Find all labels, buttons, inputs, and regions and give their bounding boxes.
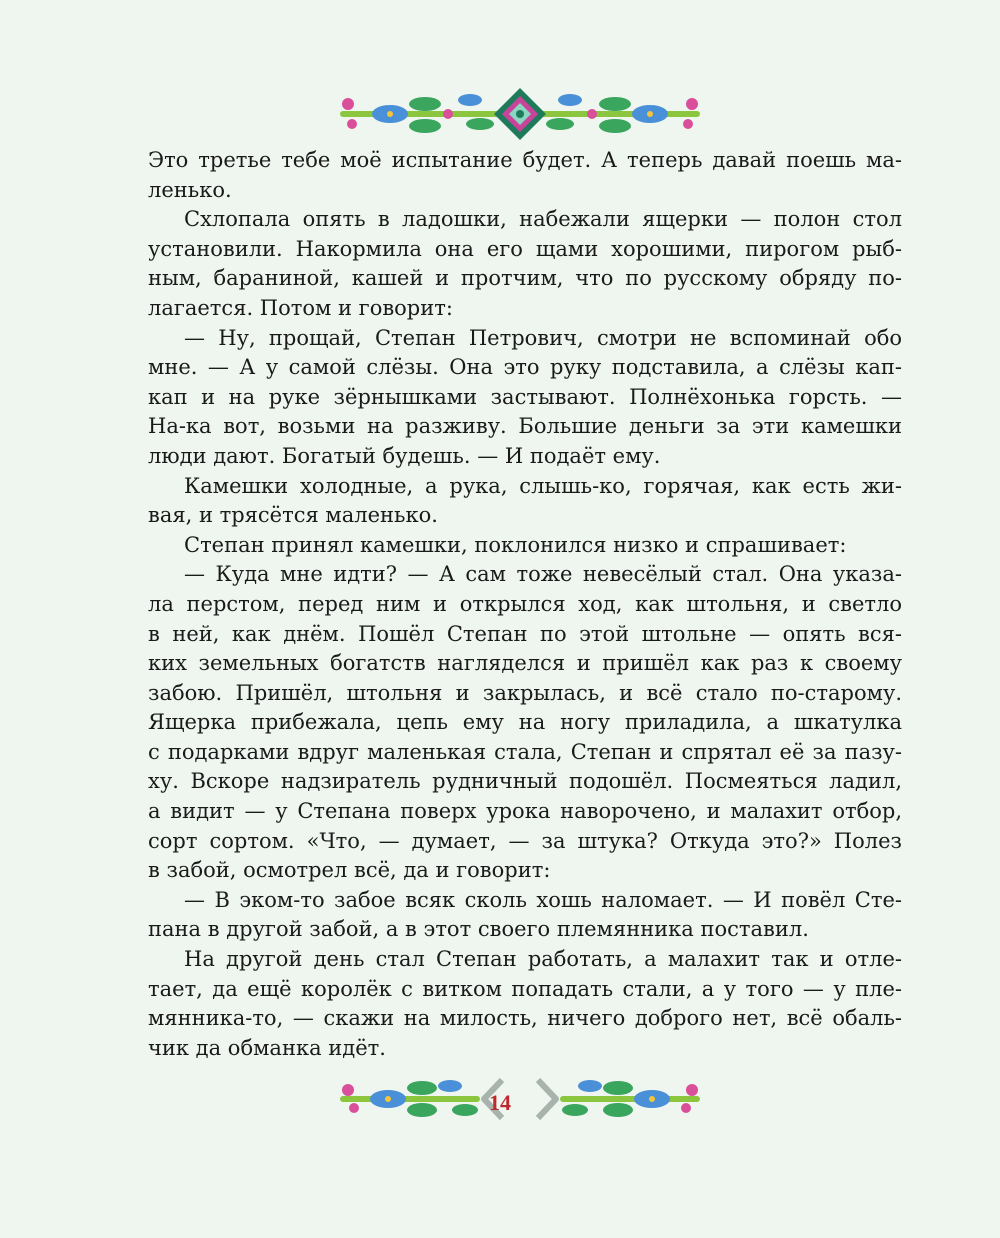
text-line: кап и на руке зёрнышками застывают. Полнёхонька горсть. —	[148, 384, 902, 409]
text-line: — В эком-то забое всяк сколь хошь наломает. — И повёл Сте-	[184, 887, 902, 912]
text-line: ленько.	[148, 177, 232, 202]
floral-ornament-top	[330, 86, 710, 142]
text-line: лагается. Потом и говорит:	[148, 295, 453, 320]
text-line: — Ну, прощай, Степан Петрович, смотри не вспоминай обо	[184, 325, 902, 350]
text-line: Камешки холодные, а рука, слышь-ко, горячая, как есть жи-	[184, 473, 902, 498]
text-line: в ней, как днём. Пошёл Степан по этой штольне — опять вся-	[148, 621, 902, 646]
text-line: ла перстом, перед ним и открылся ход, как штольня, и светло	[148, 591, 902, 616]
text-line: пана в другой забой, а в этот своего племянника поставил.	[148, 917, 809, 942]
text-line: Это третье тебе моё испытание будет. А теперь давай поешь ма-	[148, 148, 902, 172]
text-line: Схлопала опять в ладошки, набежали ящерки — полон стол	[184, 207, 902, 232]
text-line: вая, и трясётся маленько.	[148, 503, 438, 528]
text-line: тает, да ещё королёк с витком попадать стали, а у того — у пле-	[148, 976, 902, 1001]
text-line: ху. Вскоре надзиратель рудничный подошёл. Посмеяться ладил,	[148, 769, 902, 794]
text-line: ких земельных богатств нагляделся и пришёл как раз к своему	[148, 651, 902, 676]
text-line: ным, бараниной, кашей и протчим, что по русскому обряду по-	[148, 266, 902, 291]
floral-ornament-bottom	[330, 1072, 710, 1132]
text-line: забою. Пришёл, штольня и закрылась, и всё стало по-старому.	[148, 680, 902, 705]
text-line: установили. Накормила она его щами хорошими, пирогом рыб-	[148, 236, 902, 261]
text-line: На другой день стал Степан работать, а малахит так и отле-	[184, 947, 902, 972]
story-text	[148, 146, 902, 1063]
text-line: мне. — А у самой слёзы. Она это руку подставила, а слёзы кап-	[148, 355, 902, 380]
text-line: люди дают. Богатый будешь. — И подаёт ему.	[148, 443, 661, 468]
text-line: сорт сортом. «Что, — думает, — за штука? Откуда это?» Полез	[148, 828, 902, 853]
text-line: Степан принял камешки, поклонился низко и спрашивает:	[184, 532, 847, 557]
text-line: Ящерка прибежала, цепь ему на ногу приладила, а шкатулка	[148, 710, 902, 735]
page-number: 14	[489, 1090, 511, 1115]
text-line: а видит — у Степана поверх урока наворочено, и малахит отбор,	[148, 799, 902, 824]
text-line: в забой, осмотрел всё, да и говорит:	[148, 858, 551, 883]
text-line: с подарками вдруг маленькая стала, Степан и спрятал её за пазу-	[148, 739, 902, 764]
text-line: мянника-то, — скажи на милость, ничего доброго нет, всё обаль-	[148, 1006, 902, 1031]
text-line: На-ка вот, возьми на разживу. Большие деньги за эти камешки	[148, 414, 902, 439]
text-line: чик да обманка идёт.	[148, 1035, 386, 1060]
text-line: — Куда мне идти? — А сам тоже невесёлый стал. Она указа-	[184, 562, 902, 587]
